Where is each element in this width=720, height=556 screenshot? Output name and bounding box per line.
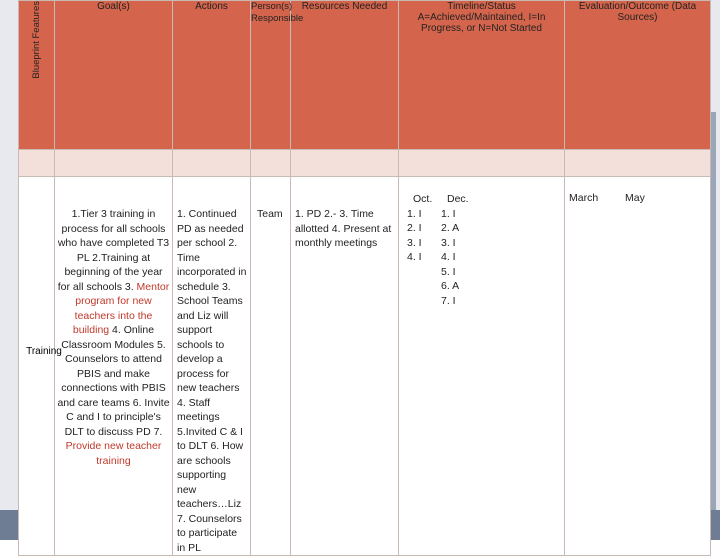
march-header: March <box>569 192 599 204</box>
status-item: 4. I <box>407 251 422 263</box>
status-item: 7. I <box>441 294 456 307</box>
resources-cell: 1. PD 2.- 3. Time allotted 4. Present at monthly meetings <box>291 177 399 556</box>
header-evaluation-outcome: Evaluation/Outcome (Data Sources) <box>565 1 711 150</box>
header-person-responsible: Person(s) Responsible <box>251 1 291 150</box>
status-item: 1. I <box>407 207 422 220</box>
timeline-cell <box>399 177 565 556</box>
header-resources-needed: Resources Needed <box>291 1 399 150</box>
status-item: 1. I <box>441 207 456 220</box>
row-label-training: Training <box>26 346 62 357</box>
actions-cell: 1. Continued PD as needed per school 2. Time incorporated in schedule 3. School Teams and Liz will support schools to develop a process for new teachers 4. Staff meetings 5.Invited C & I to DLT 6. How are schools supporting new teachers…Liz 7. Counselors to participate in PL <box>173 177 251 556</box>
header-blueprint-features: Blueprint Features <box>19 1 55 150</box>
may-header: May <box>625 192 645 204</box>
status-item: 3. I <box>441 236 456 249</box>
oct-column: Oct. 1. I 2. I 3. I 4. I <box>407 193 433 263</box>
oct-items <box>407 207 432 265</box>
status-item: 2. I <box>407 222 422 234</box>
spacer-row <box>19 150 711 177</box>
header-timeline-status: Timeline/Status A=Achieved/Maintained, I=In Progress, or N=Not Started <box>399 1 565 150</box>
status-item: 4. I <box>441 251 456 263</box>
goal-cell: 1.Tier 3 training in process for all schools who have completed T3 PL 2.Training at beginning of the year for all schools 3. Mentor program for new teachers into the building 4. Online Classroom Modules 5. Counselors to attend PBIS and make connections with PBIS and care teams 6. Invite C and I to principle's DLT to discuss PD 7. Provide new teacher training <box>55 177 173 556</box>
row-label-cell <box>19 177 55 556</box>
blueprint-table <box>18 0 711 556</box>
header-goals: Goal(s) <box>55 1 173 150</box>
table-row <box>19 177 711 556</box>
status-item: 3. I <box>407 236 422 249</box>
dec-column: Dec. 1. I 2. A 3. I 4. I 5. I 6. A 7. I <box>441 193 469 307</box>
status-item: 2. A <box>441 222 460 234</box>
dec-items <box>441 207 469 309</box>
evaluation-cell <box>565 177 711 556</box>
status-item: 6. A <box>441 280 460 292</box>
person-cell: Team <box>251 177 291 556</box>
header-row <box>19 1 711 150</box>
header-actions: Actions <box>173 1 251 150</box>
status-item: 5. I <box>441 265 456 278</box>
